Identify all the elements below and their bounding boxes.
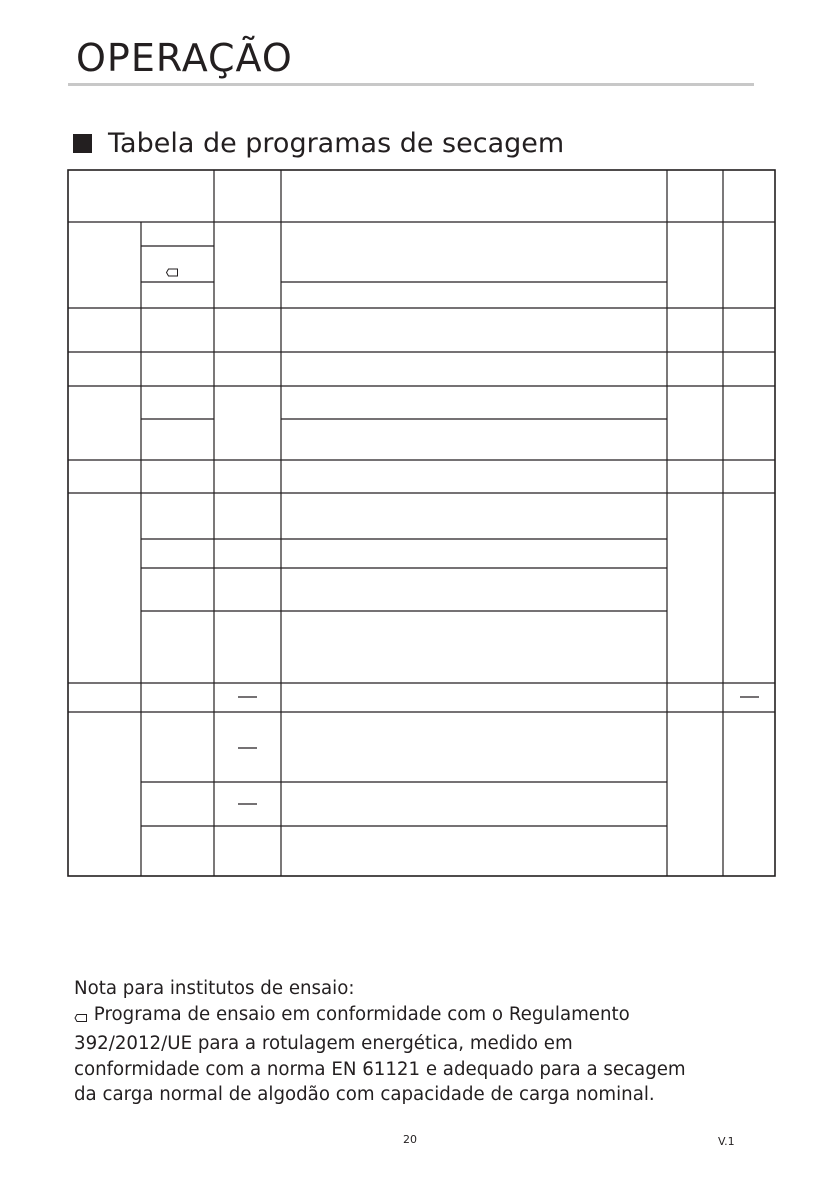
note-line bbox=[74, 1002, 764, 1032]
version-label: V.1 bbox=[718, 1135, 735, 1148]
note-heading: Nota para institutos de ensaio: bbox=[74, 978, 355, 999]
note-body-line: 392/2012/UE para a rotulagem energética, medido em bbox=[74, 1033, 573, 1054]
note-body-line: da carga normal de algodão com capacidade de carga nominal. bbox=[74, 1084, 655, 1105]
test-program-icon bbox=[167, 269, 178, 276]
test-institute-note bbox=[74, 976, 764, 1108]
page-number: 20 bbox=[403, 1133, 417, 1146]
test-program-icon bbox=[74, 1006, 88, 1032]
page-title: OPERAÇÃO bbox=[76, 36, 293, 80]
note-body-line: Programa de ensaio em conformidade com o Regulamento bbox=[93, 1003, 630, 1025]
section-heading: Tabela de programas de secagem bbox=[108, 128, 565, 159]
note-body-line: conformidade com a norma EN 61121 e adequado para a secagem bbox=[74, 1058, 686, 1080]
